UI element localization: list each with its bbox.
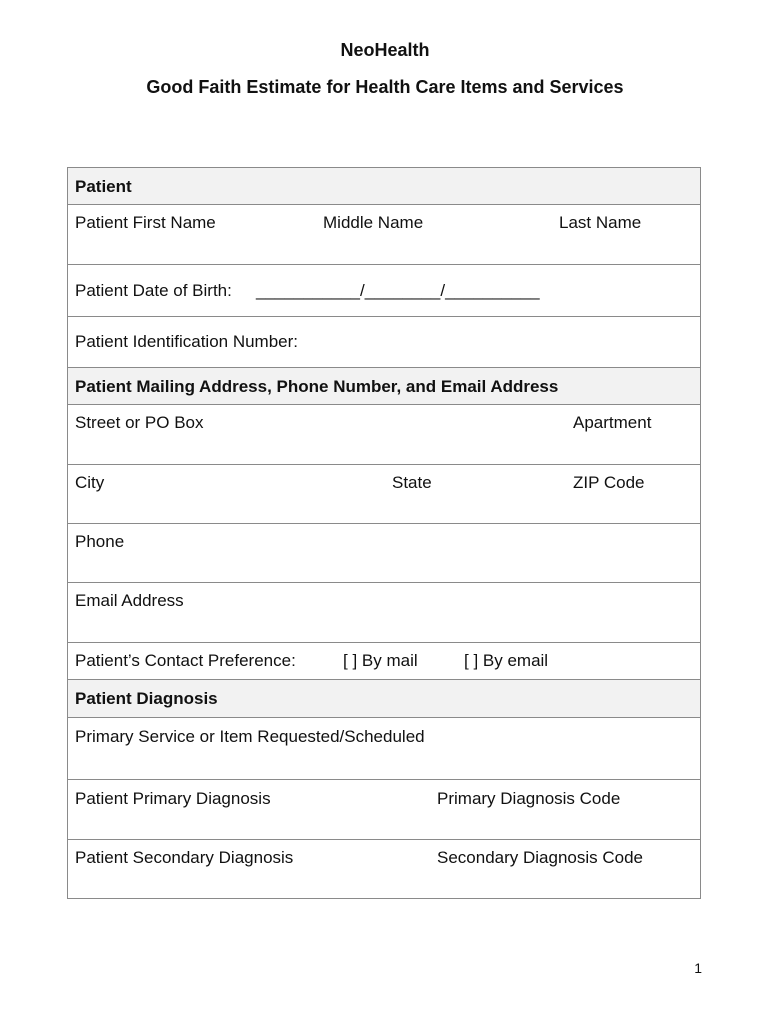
by-email-checkbox[interactable]: [ ] By email <box>464 651 549 670</box>
diagnosis-section-header <box>68 680 700 718</box>
primary-service-row[interactable] <box>68 718 700 780</box>
secondary-diagnosis-code-label: Secondary Diagnosis Code <box>437 848 644 867</box>
middle-name-label: Middle Name <box>323 213 424 232</box>
dob-label: Patient Date of Birth: <box>75 281 232 300</box>
patient-name-row[interactable] <box>68 205 700 265</box>
form-title: Good Faith Estimate for Health Care Items and Services <box>146 77 624 97</box>
dob-blank[interactable]: ___________/________/__________ <box>256 281 540 300</box>
secondary-diagnosis-label: Patient Secondary Diagnosis <box>75 848 294 867</box>
page-number: 1 <box>694 960 702 976</box>
last-name-label: Last Name <box>559 213 642 232</box>
contact-section-title: Patient Mailing Address, Phone Number, and Email Address <box>75 377 559 396</box>
secondary-diagnosis-row[interactable] <box>68 840 700 898</box>
street-row[interactable] <box>68 405 700 465</box>
city-state-zip-row[interactable] <box>68 465 700 524</box>
zip-code-label: ZIP Code <box>573 473 645 492</box>
apartment-label: Apartment <box>573 413 652 432</box>
primary-service-label: Primary Service or Item Requested/Scheduled <box>75 727 425 746</box>
city-label: City <box>75 473 105 492</box>
organization-name: NeoHealth <box>340 40 430 60</box>
state-label: State <box>392 473 432 492</box>
date-of-birth-row[interactable] <box>68 265 700 317</box>
patient-form-table <box>67 167 701 899</box>
primary-diagnosis-code-label: Primary Diagnosis Code <box>437 789 621 808</box>
contact-section-header <box>68 368 700 405</box>
patient-id-row[interactable] <box>68 317 700 368</box>
phone-label: Phone <box>75 532 125 551</box>
phone-row[interactable] <box>68 524 700 583</box>
diagnosis-section-title: Patient Diagnosis <box>75 689 218 708</box>
street-label: Street or PO Box <box>75 413 204 432</box>
by-mail-checkbox[interactable]: [ ] By mail <box>343 651 418 670</box>
primary-diagnosis-row[interactable] <box>68 780 700 840</box>
patient-section-header <box>68 168 700 205</box>
first-name-label: Patient First Name <box>75 213 216 232</box>
email-label: Email Address <box>75 591 184 610</box>
contact-preference-label: Patient’s Contact Preference: <box>75 651 296 670</box>
contact-preference-row <box>68 643 700 680</box>
patient-id-label: Patient Identification Number: <box>75 332 299 351</box>
patient-section-title: Patient <box>75 177 132 196</box>
email-row[interactable] <box>68 583 700 643</box>
primary-diagnosis-label: Patient Primary Diagnosis <box>75 789 271 808</box>
